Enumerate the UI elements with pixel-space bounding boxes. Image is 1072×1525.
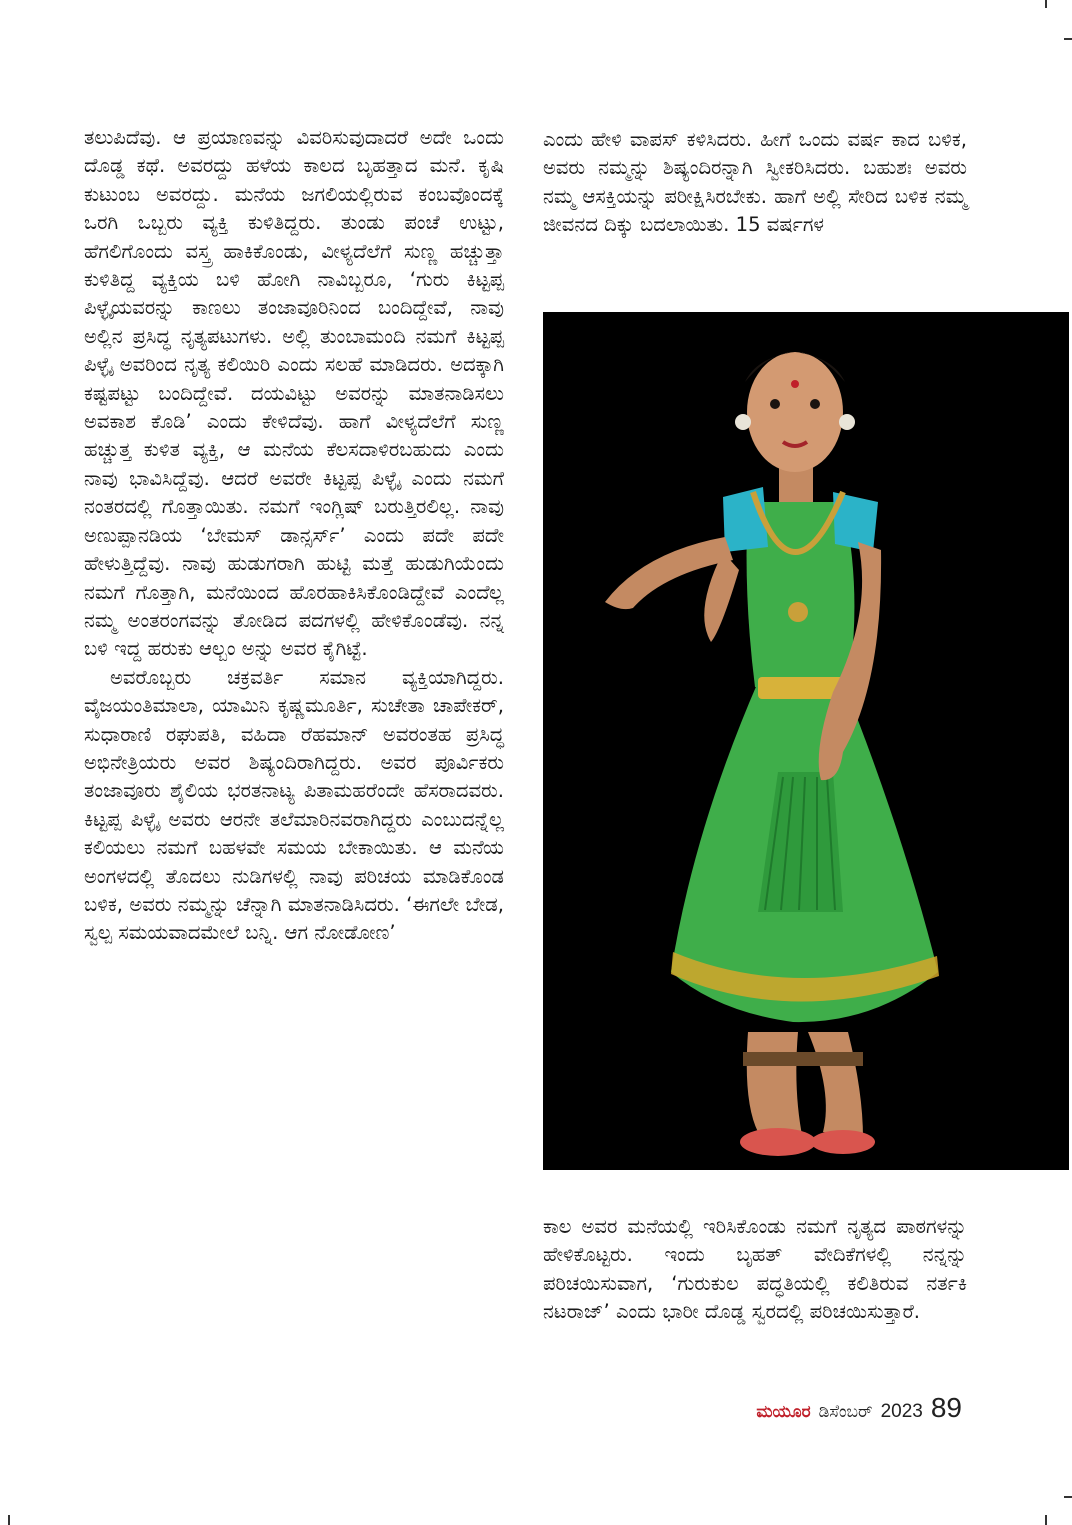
- eye-left: [770, 399, 780, 409]
- crop-mark: [1064, 38, 1072, 40]
- foot-right: [811, 1130, 875, 1154]
- issue-year: 2023: [880, 1401, 923, 1422]
- foot-left: [740, 1128, 816, 1156]
- paragraph: ಕಾಲ ಅವರ ಮನೆಯಲ್ಲಿ ಇರಿಸಿಕೊಂಡು ನಮಗೆ ನೃತ್ಯದ ಪಾಠಗಳನ್ನು ಹೇಳಿಕೊಟ್ಟರು. ಇಂದು ಬೃಹತ್ ವೇದಿಕೆಗಳಲ್ಲಿ ನನ್ನನ್ನು ಪರಿಚಯಿಸುವಾಗ, ‘ಗುರುಕುಲ ಪದ್ಧತಿಯಲ್ಲಿ ಕಲಿತಿರುವ ನರ್ತಕಿ ನಟರಾಜ್’ ಎಂದು ಭಾರೀ ದೊಡ್ಡ ಸ್ವರದಲ್ಲಿ ಪರಿಚಯಿಸುತ್ತಾರೆ.: [543, 1215, 967, 1324]
- dancer-illustration: [543, 312, 1069, 1170]
- face: [747, 352, 843, 472]
- ankle-bells: [743, 1052, 863, 1066]
- paragraph: ತಲುಪಿದೆವು. ಆ ಪ್ರಯಾಣವನ್ನು ವಿವರಿಸುವುದಾದರೆ ಅದೇ ಒಂದು ದೊಡ್ಡ ಕಥೆ. ಅವರದ್ದು ಹಳೆಯ ಕಾಲದ ಬೃಹತ್ತಾದ ಮನೆ. ಕೃಷಿ ಕುಟುಂಬ ಅವರದ್ದು. ಮನೆಯ ಜಗಲಿಯಲ್ಲಿರುವ ಕಂಬವೊಂದಕ್ಕೆ ಒರಗಿ ಒಬ್ಬರು ವ್ಯಕ್ತಿ ಕುಳಿತಿದ್ದರು. ತುಂಡು ಪಂಚೆ ಉಟ್ಟು, ಹೆಗಲಿಗೊಂದು ವಸ್ತ್ರ ಹಾಕಿಕೊಂಡು, ವೀಳ್ಯದೆಲೆಗೆ ಸುಣ್ಣ ಹಚ್ಚುತ್ತಾ ಕುಳಿತಿದ್ದ ವ್ಯಕ್ತಿಯ ಬಳಿ ಹೋಗಿ ನಾವಿಬ್ಬರೂ, ‘ಗುರು ಕಿಟ್ಟಪ್ಪ ಪಿಳ್ಳೈಯವರನ್ನು ಕಾಣಲು ತಂಜಾವೂರಿನಿಂದ ಬಂದಿದ್ದೇವೆ, ನಾವು ಅಲ್ಲಿನ ಪ್ರಸಿದ್ಧ ನೃತ್ಯಪಟುಗಳು. ಅಲ್ಲಿ ತುಂಬಾಮಂದಿ ನಮಗೆ ಕಿಟ್ಟಪ್ಪ ಪಿಳ್ಳೈ ಅವರಿಂದ ನೃತ್ಯ ಕಲಿಯಿರಿ ಎಂದು ಸಲಹೆ ಮಾಡಿದರು. ಅದಕ್ಕಾಗಿ ಕಷ್ಟಪಟ್ಟು ಬಂದಿದ್ದೇವೆ. ದಯವಿಟ್ಟು ಅವರನ್ನು ಮಾತನಾಡಿಸಲು ಅವಕಾಶ ಕೊಡಿ’ ಎಂದು ಕೇಳಿದೆವು. ಹಾಗೆ ವೀಳ್ಯದೆಲೆಗೆ ಸುಣ್ಣ ಹಚ್ಚುತ್ತ ಕುಳಿತ ವ್ಯಕ್ತಿ, ಆ ಮನೆಯ ಕೆಲಸದಾಳಿರಬಹುದು ಎಂದು ನಾವು ಭಾವಿಸಿದ್ದೆವು. ಆದರೆ ಅವರೇ ಕಿಟ್ಟಪ್ಪ ಪಿಳ್ಳೈ ಎಂದು ನಮಗೆ ನಂತರದಲ್ಲಿ ಗೊತ್ತಾಯಿತು. ನಮಗೆ ಇಂಗ್ಲಿಷ್ ಬರುತ್ತಿರಲಿಲ್ಲ. ನಾವು ಅಣುಪ್ಪಾನಡಿಯ ‘ಬೇಮಸ್ ಡಾನ್ಸರ್ಸ್’ ಎಂದು ಪದೇ ಪದೇ ಹೇಳುತ್ತಿದ್ದೆವು. ನಾವು ಹುಡುಗರಾಗಿ ಹುಟ್ಟಿ ಮತ್ತೆ ಹುಡುಗಿಯೆಂದು ನಮಗೆ ಗೊತ್ತಾಗಿ, ಮನೆಯಿಂದ ಹೊರಹಾಕಿಸಿಕೊಂಡಿದ್ದೇವೆ ಎಂದೆಲ್ಲ ನಮ್ಮ ಅಂತರಂಗವನ್ನು ತೋಡಿದ ಪದಗಳಲ್ಲಿ ಹೇಳಿಕೊಂಡೆವು. ನನ್ನ ಬಳಿ ಇದ್ದ ಹರುಕು ಆಲ್ಬಂ ಅನ್ನು ಅವರ ಕೈಗಿಟ್ಟೆ.: [84, 126, 504, 661]
- paragraph: ಅವರೊಬ್ಬರು ಚಕ್ರವರ್ತಿ ಸಮಾನ ವ್ಯಕ್ತಿಯಾಗಿದ್ದರು. ವೈಜಯಂತಿಮಾಲಾ, ಯಾಮಿನಿ ಕೃಷ್ಣಮೂರ್ತಿ, ಸುಚೇತಾ ಚಾಪೇಕರ್, ಸುಧಾರಾಣಿ ರಘುಪತಿ, ವಹಿದಾ ರೆಹಮಾನ್ ಅವರಂತಹ ಪ್ರಸಿದ್ಧ ಅಭಿನೇತ್ರಿಯರು ಅವರ ಶಿಷ್ಯಂದಿರಾಗಿದ್ದರು. ಅವರ ಪೂರ್ವಿಕರು ತಂಜಾವೂರು ಶೈಲಿಯ ಭರತನಾಟ್ಯ ಪಿತಾಮಹರೆಂದೇ ಹೆಸರಾದವರು. ಕಿಟ್ಟಪ್ಪ ಪಿಳ್ಳೈ ಅವರು ಆರನೇ ತಲೆಮಾರಿನವರಾಗಿದ್ದರು ಎಂಬುದನ್ನೆಲ್ಲ ಕಲಿಯಲು ನಮಗೆ ಬಹಳವೇ ಸಮಯ ಬೇಕಾಯಿತು. ಆ ಮನೆಯ ಅಂಗಳದಲ್ಲಿ ತೊದಲು ನುಡಿಗಳಲ್ಲಿ ನಾವು ಪರಿಚಯ ಮಾಡಿಕೊಂಡ ಬಳಿಕ, ಅವರು ನಮ್ಮನ್ನು ಚೆನ್ನಾಗಿ ಮಾತನಾಡಿಸಿದರು. ‘ಈಗಲೇ ಬೇಡ, ಸ್ವಲ್ಪ ಸಮಯವಾದಮೇಲೆ ಬನ್ನಿ. ಆಗ ನೋಡೋಣ’: [84, 665, 504, 945]
- page-number: 89: [930, 1392, 962, 1423]
- leg-left: [747, 1032, 803, 1140]
- flowers: [839, 414, 855, 430]
- crop-mark: [1064, 1496, 1072, 1498]
- page-footer: [756, 1392, 962, 1428]
- right-column-bottom-text: [543, 1213, 967, 1327]
- pendant: [788, 602, 808, 622]
- flowers: [735, 414, 751, 430]
- paragraph: ಎಂದು ಹೇಳಿ ವಾಪಸ್ ಕಳಿಸಿದರು. ಹೀಗೆ ಒಂದು ವರ್ಷ ಕಾದ ಬಳಿಕ, ಅವರು ನಮ್ಮನ್ನು ಶಿಷ್ಯಂದಿರನ್ನಾಗಿ ಸ್ವೀಕರಿಸಿದರು. ಬಹುಶಃ ಅವರು ನಮ್ಮ ಆಸಕ್ತಿಯನ್ನು ಪರೀಕ್ಷಿಸಿರಬೇಕು. ಹಾಗೆ ಅಲ್ಲಿ ಸೇರಿದ ಬಳಿಕ ನಮ್ಮ ಜೀವನದ ದಿಕ್ಕು ಬದಲಾಯಿತು. 15 ವರ್ಷಗಳ: [543, 128, 967, 237]
- bindi: [791, 380, 799, 388]
- crop-mark: [1045, 0, 1047, 8]
- issue-month: ಡಿಸೆಂಬರ್: [818, 1402, 873, 1422]
- eye-right: [810, 399, 820, 409]
- crop-mark: [8, 1515, 10, 1525]
- right-column-top-text: [543, 126, 967, 240]
- leg-right: [808, 1032, 863, 1138]
- crop-mark: [1045, 1515, 1047, 1525]
- dancer-photo: [543, 312, 1069, 1170]
- magazine-logo: ಮಯೂರ: [756, 1402, 811, 1422]
- left-column-text: [84, 124, 504, 948]
